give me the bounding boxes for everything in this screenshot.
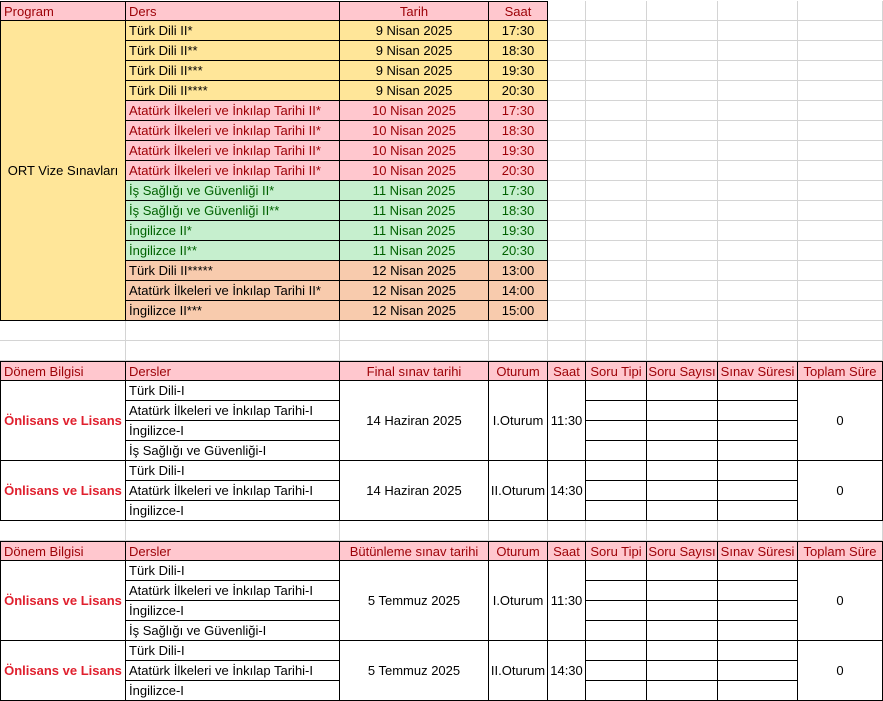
column-header-donem[interactable]: Dönem Bilgisi [0,541,126,561]
column-header-saat[interactable]: Saat [548,541,586,561]
empty-cell[interactable] [798,221,883,241]
empty-cell[interactable] [548,141,586,161]
tarih-cell[interactable]: 10 Nisan 2025 [340,141,489,161]
column-header-soru-sayisi[interactable]: Soru Sayısı [647,361,718,381]
column-header-sinav-suresi[interactable]: Sınav Süresi [718,541,798,561]
empty-cell[interactable] [718,301,798,321]
column-header-soru-tipi[interactable]: Soru Tipi [586,361,647,381]
column-header-saat[interactable]: Saat [548,361,586,381]
empty-cell[interactable] [548,161,586,181]
ders-cell[interactable]: Atatürk İlkeleri ve İnkılap Tarihi II* [126,121,340,141]
empty-cell[interactable] [647,261,718,281]
empty-cell[interactable] [489,341,548,361]
ders-cell[interactable]: Türk Dili II* [126,21,340,41]
column-header-tarih[interactable]: Final sınav tarihi [340,361,489,381]
empty-cell[interactable] [798,41,883,61]
column-header-tarih[interactable]: Bütünleme sınav tarihi [340,541,489,561]
empty-cell[interactable] [586,281,647,301]
tarih-cell[interactable]: 9 Nisan 2025 [340,21,489,41]
empty-cell[interactable] [647,501,718,521]
empty-cell[interactable] [647,641,718,661]
empty-cell[interactable] [647,21,718,41]
empty-cell[interactable] [718,121,798,141]
oturum-cell[interactable]: I.Oturum [489,381,548,461]
empty-cell[interactable] [718,101,798,121]
empty-cell[interactable] [586,581,647,601]
empty-cell[interactable] [647,161,718,181]
empty-cell[interactable] [647,81,718,101]
empty-cell[interactable] [798,261,883,281]
saat-cell[interactable]: 19:30 [489,141,548,161]
saat-cell[interactable]: 13:00 [489,261,548,281]
toplam-sure-cell[interactable]: 0 [798,561,883,641]
empty-cell[interactable] [718,81,798,101]
empty-cell[interactable] [548,21,586,41]
saat-cell[interactable]: 20:30 [489,241,548,261]
tarih-cell[interactable]: 5 Temmuz 2025 [340,561,489,641]
empty-cell[interactable] [548,321,586,341]
empty-cell[interactable] [647,101,718,121]
ders-cell[interactable]: Atatürk İlkeleri ve İnkılap Tarihi-I [126,401,340,421]
empty-cell[interactable] [718,581,798,601]
ders-cell[interactable]: Türk Dili-I [126,461,340,481]
empty-cell[interactable] [586,561,647,581]
saat-cell[interactable]: 17:30 [489,21,548,41]
empty-cell[interactable] [798,81,883,101]
tarih-cell[interactable]: 14 Haziran 2025 [340,381,489,461]
empty-cell[interactable] [340,521,489,541]
empty-cell[interactable] [548,1,586,21]
empty-cell[interactable] [586,261,647,281]
empty-cell[interactable] [718,661,798,681]
empty-cell[interactable] [548,281,586,301]
saat-cell[interactable]: 15:00 [489,301,548,321]
saat-cell[interactable]: 18:30 [489,121,548,141]
empty-cell[interactable] [586,101,647,121]
empty-cell[interactable] [647,1,718,21]
empty-cell[interactable] [647,141,718,161]
ders-cell[interactable]: İngilizce II** [126,241,340,261]
column-header-donem[interactable]: Dönem Bilgisi [0,361,126,381]
empty-cell[interactable] [586,1,647,21]
saat-cell[interactable]: 19:30 [489,61,548,81]
empty-cell[interactable] [798,301,883,321]
empty-cell[interactable] [647,661,718,681]
tarih-cell[interactable]: 5 Temmuz 2025 [340,641,489,701]
empty-cell[interactable] [647,61,718,81]
empty-cell[interactable] [586,41,647,61]
empty-cell[interactable] [126,321,340,341]
column-header-program[interactable]: Program [0,1,126,21]
empty-cell[interactable] [548,301,586,321]
ders-cell[interactable]: İngilizce-I [126,421,340,441]
column-header-toplam-sure[interactable]: Toplam Süre [798,361,883,381]
donem-cell[interactable]: Önlisans ve Lisans [0,561,126,641]
empty-cell[interactable] [586,501,647,521]
empty-cell[interactable] [798,241,883,261]
saat-cell[interactable]: 18:30 [489,201,548,221]
empty-cell[interactable] [647,521,718,541]
empty-cell[interactable] [718,681,798,701]
ders-cell[interactable]: Türk Dili II**** [126,81,340,101]
empty-cell[interactable] [718,561,798,581]
empty-cell[interactable] [718,641,798,661]
empty-cell[interactable] [718,441,798,461]
saat-cell[interactable]: 14:30 [548,461,586,521]
empty-cell[interactable] [647,441,718,461]
empty-cell[interactable] [718,241,798,261]
tarih-cell[interactable]: 9 Nisan 2025 [340,81,489,101]
empty-cell[interactable] [586,421,647,441]
empty-cell[interactable] [586,81,647,101]
empty-cell[interactable] [718,201,798,221]
empty-cell[interactable] [548,121,586,141]
ders-cell[interactable]: Atatürk İlkeleri ve İnkılap Tarihi-I [126,481,340,501]
empty-cell[interactable] [647,401,718,421]
ders-cell[interactable]: Atatürk İlkeleri ve İnkılap Tarihi II* [126,141,340,161]
donem-cell[interactable]: Önlisans ve Lisans [0,641,126,701]
toplam-sure-cell[interactable]: 0 [798,641,883,701]
column-header-soru-tipi[interactable]: Soru Tipi [586,541,647,561]
empty-cell[interactable] [798,121,883,141]
empty-cell[interactable] [718,61,798,81]
donem-cell[interactable]: Önlisans ve Lisans [0,381,126,461]
column-header-toplam-sure[interactable]: Toplam Süre [798,541,883,561]
empty-cell[interactable] [548,241,586,261]
tarih-cell[interactable]: 11 Nisan 2025 [340,201,489,221]
donem-cell[interactable]: Önlisans ve Lisans [0,461,126,521]
column-header-dersler[interactable]: Dersler [126,361,340,381]
empty-cell[interactable] [548,261,586,281]
empty-cell[interactable] [647,581,718,601]
empty-cell[interactable] [718,1,798,21]
empty-cell[interactable] [718,181,798,201]
column-header-ders[interactable]: Ders [126,1,340,21]
tarih-cell[interactable]: 10 Nisan 2025 [340,121,489,141]
tarih-cell[interactable]: 9 Nisan 2025 [340,41,489,61]
empty-cell[interactable] [647,621,718,641]
ders-cell[interactable]: İngilizce-I [126,601,340,621]
empty-cell[interactable] [647,681,718,701]
empty-cell[interactable] [586,141,647,161]
ders-cell[interactable]: İş Sağlığı ve Güvenliği II** [126,201,340,221]
oturum-cell[interactable]: II.Oturum [489,461,548,521]
column-header-tarih[interactable]: Tarih [340,1,489,21]
empty-cell[interactable] [647,241,718,261]
empty-cell[interactable] [647,201,718,221]
empty-cell[interactable] [798,281,883,301]
ders-cell[interactable]: Atatürk İlkeleri ve İnkılap Tarihi II* [126,101,340,121]
tarih-cell[interactable]: 14 Haziran 2025 [340,461,489,521]
saat-cell[interactable]: 19:30 [489,221,548,241]
empty-cell[interactable] [647,181,718,201]
empty-cell[interactable] [647,561,718,581]
empty-cell[interactable] [798,341,883,361]
empty-cell[interactable] [340,321,489,341]
empty-cell[interactable] [718,41,798,61]
saat-cell[interactable]: 18:30 [489,41,548,61]
empty-cell[interactable] [647,421,718,441]
ders-cell[interactable]: Atatürk İlkeleri ve İnkılap Tarihi-I [126,581,340,601]
ders-cell[interactable]: Türk Dili II*** [126,61,340,81]
column-header-sinav-suresi[interactable]: Sınav Süresi [718,361,798,381]
column-header-dersler[interactable]: Dersler [126,541,340,561]
empty-cell[interactable] [0,521,126,541]
empty-cell[interactable] [718,261,798,281]
empty-cell[interactable] [798,161,883,181]
empty-cell[interactable] [548,521,586,541]
ders-cell[interactable]: İngilizce-I [126,681,340,701]
empty-cell[interactable] [586,201,647,221]
empty-cell[interactable] [586,341,647,361]
empty-cell[interactable] [798,201,883,221]
tarih-cell[interactable]: 11 Nisan 2025 [340,241,489,261]
empty-cell[interactable] [798,141,883,161]
empty-cell[interactable] [586,221,647,241]
empty-cell[interactable] [647,281,718,301]
empty-cell[interactable] [586,181,647,201]
empty-cell[interactable] [718,421,798,441]
saat-cell[interactable]: 11:30 [548,381,586,461]
empty-cell[interactable] [586,321,647,341]
empty-cell[interactable] [718,161,798,181]
empty-cell[interactable] [647,341,718,361]
saat-cell[interactable]: 14:30 [548,641,586,701]
program-cell[interactable]: ORT Vize Sınavları [0,21,126,321]
empty-cell[interactable] [647,481,718,501]
tarih-cell[interactable]: 10 Nisan 2025 [340,161,489,181]
empty-cell[interactable] [586,661,647,681]
empty-cell[interactable] [126,341,340,361]
column-header-saat[interactable]: Saat [489,1,548,21]
empty-cell[interactable] [718,401,798,421]
saat-cell[interactable]: 14:00 [489,281,548,301]
tarih-cell[interactable]: 11 Nisan 2025 [340,221,489,241]
empty-cell[interactable] [718,281,798,301]
empty-cell[interactable] [647,121,718,141]
ders-cell[interactable]: İngilizce II* [126,221,340,241]
empty-cell[interactable] [798,1,883,21]
empty-cell[interactable] [798,521,883,541]
empty-cell[interactable] [548,341,586,361]
oturum-cell[interactable]: I.Oturum [489,561,548,641]
ders-cell[interactable]: İş Sağlığı ve Güvenliği II* [126,181,340,201]
empty-cell[interactable] [548,201,586,221]
column-header-oturum[interactable]: Oturum [489,361,548,381]
ders-cell[interactable]: İş Sağlığı ve Güvenliği-I [126,621,340,641]
oturum-cell[interactable]: II.Oturum [489,641,548,701]
empty-cell[interactable] [126,521,340,541]
empty-cell[interactable] [718,461,798,481]
empty-cell[interactable] [548,81,586,101]
tarih-cell[interactable]: 10 Nisan 2025 [340,101,489,121]
empty-cell[interactable] [798,61,883,81]
tarih-cell[interactable]: 12 Nisan 2025 [340,281,489,301]
empty-cell[interactable] [586,461,647,481]
empty-cell[interactable] [0,341,126,361]
empty-cell[interactable] [340,341,489,361]
empty-cell[interactable] [586,601,647,621]
empty-cell[interactable] [647,321,718,341]
empty-cell[interactable] [647,461,718,481]
empty-cell[interactable] [586,21,647,41]
empty-cell[interactable] [548,181,586,201]
empty-cell[interactable] [586,521,647,541]
empty-cell[interactable] [586,441,647,461]
empty-cell[interactable] [647,601,718,621]
ders-cell[interactable]: İngilizce II*** [126,301,340,321]
toplam-sure-cell[interactable]: 0 [798,381,883,461]
ders-cell[interactable]: Türk Dili-I [126,381,340,401]
ders-cell[interactable]: Türk Dili-I [126,561,340,581]
empty-cell[interactable] [548,101,586,121]
empty-cell[interactable] [647,41,718,61]
tarih-cell[interactable]: 9 Nisan 2025 [340,61,489,81]
empty-cell[interactable] [586,641,647,661]
empty-cell[interactable] [798,181,883,201]
empty-cell[interactable] [586,481,647,501]
saat-cell[interactable]: 17:30 [489,181,548,201]
empty-cell[interactable] [586,301,647,321]
saat-cell[interactable]: 11:30 [548,561,586,641]
empty-cell[interactable] [586,401,647,421]
empty-cell[interactable] [0,321,126,341]
saat-cell[interactable]: 20:30 [489,161,548,181]
ders-cell[interactable]: Atatürk İlkeleri ve İnkılap Tarihi-I [126,661,340,681]
empty-cell[interactable] [586,241,647,261]
empty-cell[interactable] [718,481,798,501]
empty-cell[interactable] [798,101,883,121]
column-header-soru-sayisi[interactable]: Soru Sayısı [647,541,718,561]
empty-cell[interactable] [548,41,586,61]
empty-cell[interactable] [718,601,798,621]
tarih-cell[interactable]: 12 Nisan 2025 [340,261,489,281]
empty-cell[interactable] [798,321,883,341]
ders-cell[interactable]: İş Sağlığı ve Güvenliği-I [126,441,340,461]
tarih-cell[interactable]: 12 Nisan 2025 [340,301,489,321]
empty-cell[interactable] [647,301,718,321]
ders-cell[interactable]: İngilizce-I [126,501,340,521]
empty-cell[interactable] [798,21,883,41]
ders-cell[interactable]: Türk Dili-I [126,641,340,661]
empty-cell[interactable] [718,381,798,401]
empty-cell[interactable] [489,521,548,541]
empty-cell[interactable] [647,221,718,241]
empty-cell[interactable] [548,221,586,241]
empty-cell[interactable] [586,161,647,181]
ders-cell[interactable]: Atatürk İlkeleri ve İnkılap Tarihi II* [126,281,340,301]
empty-cell[interactable] [718,621,798,641]
saat-cell[interactable]: 20:30 [489,81,548,101]
saat-cell[interactable]: 17:30 [489,101,548,121]
empty-cell[interactable] [548,61,586,81]
empty-cell[interactable] [718,221,798,241]
empty-cell[interactable] [586,621,647,641]
empty-cell[interactable] [647,381,718,401]
empty-cell[interactable] [586,381,647,401]
ders-cell[interactable]: Türk Dili II** [126,41,340,61]
empty-cell[interactable] [718,321,798,341]
empty-cell[interactable] [718,341,798,361]
empty-cell[interactable] [718,521,798,541]
empty-cell[interactable] [718,21,798,41]
empty-cell[interactable] [586,61,647,81]
empty-cell[interactable] [586,681,647,701]
tarih-cell[interactable]: 11 Nisan 2025 [340,181,489,201]
empty-cell[interactable] [586,121,647,141]
toplam-sure-cell[interactable]: 0 [798,461,883,521]
empty-cell[interactable] [718,141,798,161]
empty-cell[interactable] [489,321,548,341]
empty-cell[interactable] [718,501,798,521]
ders-cell[interactable]: Türk Dili II***** [126,261,340,281]
column-header-oturum[interactable]: Oturum [489,541,548,561]
ders-cell[interactable]: Atatürk İlkeleri ve İnkılap Tarihi II* [126,161,340,181]
